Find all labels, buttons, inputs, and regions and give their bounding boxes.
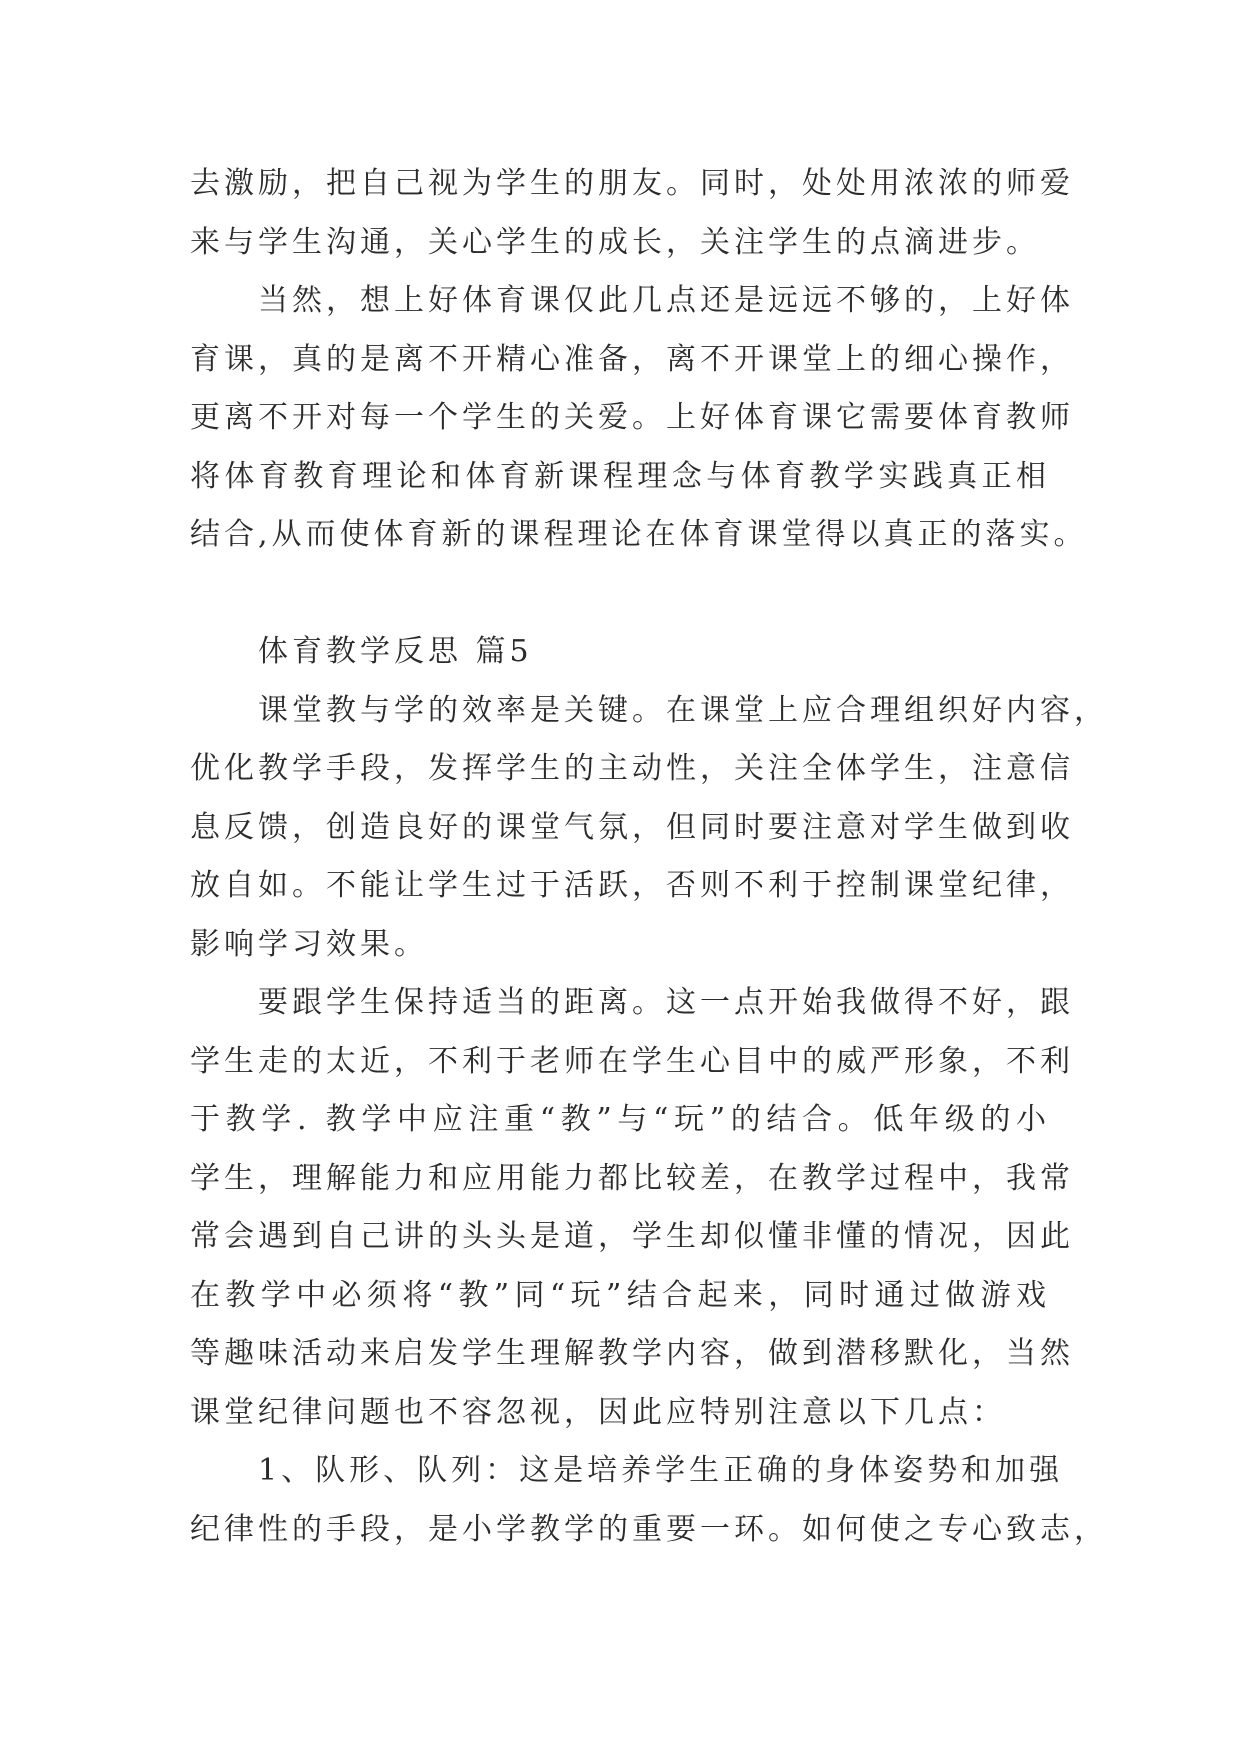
text-line: 将体育教育理论和体育新课程理念与体育教学实践真正相 — [190, 458, 1050, 494]
paragraph-start-line: 要跟学生保持适当的距离。这一点开始我做得不好，跟 — [258, 985, 1074, 1020]
text-line: 去激励，把自己视为学生的朋友。同时，处处用浓浓的师爱 — [190, 166, 1074, 201]
document-body — [190, 155, 1108, 1559]
text-line: 息反馈，创造良好的课堂气氛，但同时要注意对学生做到收 — [190, 809, 1074, 845]
text-line: 育课，真的是离不开精心准备，离不开课堂上的细心操作， — [190, 341, 1074, 377]
text-line: 于教学. 教学中应注重“教”与“玩”的结合。低年级的小 — [190, 1102, 1050, 1137]
text-line: 课堂纪律问题也不容忽视，因此应特别注意以下几点： — [190, 1394, 1006, 1430]
text-line: 常会遇到自己讲的头头是道，学生却似懂非懂的情况，因此 — [190, 1219, 1074, 1254]
text-line: 结合,从而使体育新的课程理论在体育课堂得以真正的落实。 — [190, 517, 1088, 552]
text-line: 学生走的太近，不利于老师在学生心目中的威严形象，不利 — [190, 1043, 1074, 1079]
text-line: 更离不开对每一个学生的关爱。上好体育课它需要体育教师 — [190, 400, 1074, 435]
text-line: 影响学习效果。 — [190, 926, 428, 962]
section-heading: 体育教学反思 篇5 — [258, 634, 533, 669]
paragraph-start-line: 1、队形、队列：这是培养学生正确的身体姿势和加强 — [258, 1453, 1064, 1488]
text-line: 学生，理解能力和应用能力都比较差，在教学过程中，我常 — [190, 1160, 1074, 1196]
text-line: 等趣味活动来启发学生理解教学内容，做到潜移默化，当然 — [190, 1336, 1074, 1371]
section-gap — [190, 565, 1050, 624]
text-line: 来与学生沟通，关心学生的成长，关注学生的点滴进步。 — [190, 224, 1040, 260]
paragraph-start-line: 当然，想上好体育课仅此几点还是远远不够的，上好体 — [258, 283, 1074, 318]
text-line: 放自如。不能让学生过于活跃，否则不利于控制课堂纪律， — [190, 868, 1074, 903]
text-line: 纪律性的手段，是小学教学的重要一环。如何使之专心致志， — [190, 1511, 1108, 1547]
paragraph-start-line: 课堂教与学的效率是关键。在课堂上应合理组织好内容， — [258, 692, 1108, 728]
text-line: 优化教学手段，发挥学生的主动性，关注全体学生，注意信 — [190, 751, 1074, 786]
text-line: 在教学中必须将“教”同“玩”结合起来，同时通过做游戏 — [190, 1277, 1050, 1313]
